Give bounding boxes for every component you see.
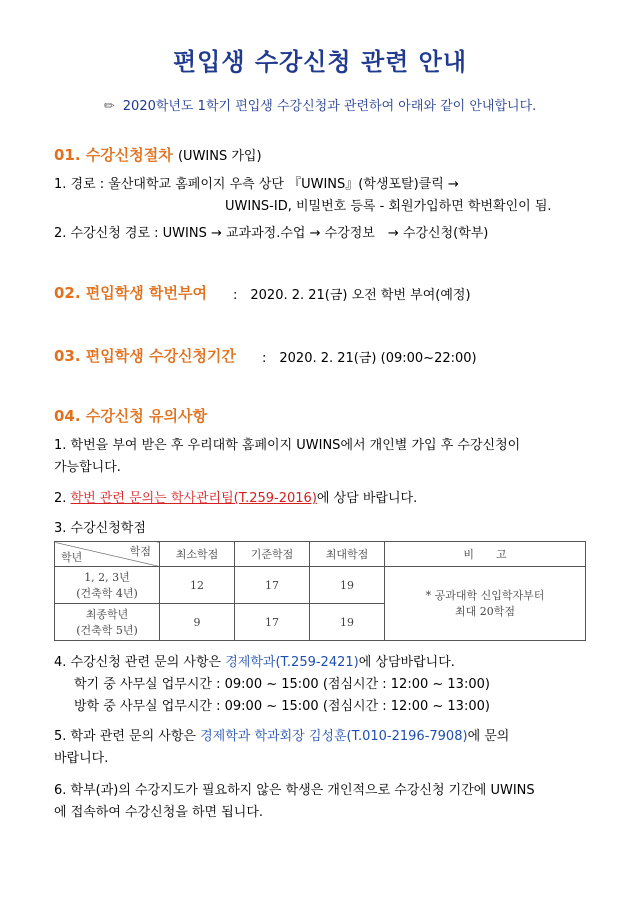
section-4-item-6-line-2: 에 접속하여 수강신청을 하면 됩니다. <box>54 805 264 820</box>
semester-office-hours: 학기 중 사무실 업무시간 : 09:00 ~ 15:00 (점심시간 : 12:00 ~ 13:00) <box>74 677 490 692</box>
section-1-item-1-line-1: 1. 경로 : 울산대학교 홈페이지 우측 상단 『UWINS』(학생포탈)클릭 → <box>54 177 459 192</box>
section-4-item-1-line-2: 가능합니다. <box>54 460 121 475</box>
section-2-text: : 2020. 2. 21(금) 오전 학번 부여(예정) <box>233 288 471 303</box>
intro-text: 2020학년도 1학기 편입생 수강신청과 관련하여 아래와 같이 안내합니다. <box>122 99 537 114</box>
pencil-icon: ✏ <box>103 99 115 114</box>
max-credits-cell: 19 <box>310 567 385 604</box>
diagonal-header-cell: 학점 학년 <box>55 542 160 567</box>
section-4-item-3: 3. 수강신청학점 <box>54 521 146 536</box>
table-header-row <box>55 542 586 567</box>
intro-line <box>0 95 640 114</box>
header-standard-credits: 기준학점 <box>235 542 310 567</box>
credits-table <box>54 541 586 641</box>
section-3-heading: 03. 편입학생 수강신청기간 <box>54 347 236 365</box>
section-4-item-5: 5. 학과 관련 문의 사항은 경제학과 학과회장 김성훈(T.010-2196-7908)에 문의 <box>54 729 510 744</box>
section-1-heading-suffix: (UWINS 가입) <box>177 149 262 164</box>
section-4-item-1-line-1: 1. 학번을 부여 받은 후 우리대학 홈페이지 UWINS에서 개인별 가입 후 수강신청이 <box>54 438 521 453</box>
table-row <box>55 567 586 604</box>
economics-dept-contact: 경제학과(T.259-2421) <box>225 655 359 670</box>
year-cell: 최종학년 (건축학 5년) <box>55 604 160 641</box>
header-min-credits: 최소학점 <box>160 542 235 567</box>
section-4-item-2: 2. 학번 관련 문의는 학사관리팀(T.259-2016)에 상담 바랍니다. <box>54 491 418 506</box>
section-4-item-6-line-1: 6. 학부(과)의 수강지도가 필요하지 않은 학생은 개인적으로 수강신청 기간에 UWINS <box>54 783 535 798</box>
min-credits-cell: 9 <box>160 604 235 641</box>
section-1-item-2: 2. 수강신청 경로 : UWINS → 교과과정.수업 → 수강정보 → 수강신청(학부) <box>54 226 489 241</box>
section-3-text: : 2020. 2. 21(금) (09:00~22:00) <box>262 351 477 366</box>
standard-credits-cell: 17 <box>235 604 310 641</box>
section-2-heading: 02. 편입학생 학번부여 <box>54 284 207 302</box>
student-president-contact: 경제학과 학과회장 김성훈(T.010-2196-7908) <box>200 729 468 744</box>
year-cell: 1, 2, 3년 (건축학 4년) <box>55 567 160 604</box>
max-credits-cell: 19 <box>310 604 385 641</box>
vacation-office-hours: 방학 중 사무실 업무시간 : 09:00 ~ 15:00 (점심시간 : 12:00 ~ 13:00) <box>74 699 490 714</box>
header-remarks: 비 고 <box>385 542 586 567</box>
section-1-heading: 01. 수강신청절차 (UWINS 가입) <box>54 146 262 164</box>
academic-affairs-contact: 학번 관련 문의는 학사관리팀(T.259-2016) <box>70 491 317 506</box>
header-max-credits: 최대학점 <box>310 542 385 567</box>
page-title: 편입생 수강신청 관련 안내 <box>172 48 468 76</box>
section-4-heading: 04. 수강신청 유의사항 <box>54 407 207 425</box>
min-credits-cell: 12 <box>160 567 235 604</box>
section-1-item-1-line-2: UWINS-ID, 비밀번호 등록 - 회원가입하면 학번확인이 됨. <box>225 199 552 214</box>
remarks-cell: * 공과대학 신입학자부터 최대 20학점 <box>385 567 586 641</box>
section-4-item-4: 4. 수강신청 관련 문의 사항은 경제학과(T.259-2421)에 상담바랍니다. <box>54 655 455 670</box>
section-4-item-5-line-2: 바랍니다. <box>54 751 109 766</box>
standard-credits-cell: 17 <box>235 567 310 604</box>
